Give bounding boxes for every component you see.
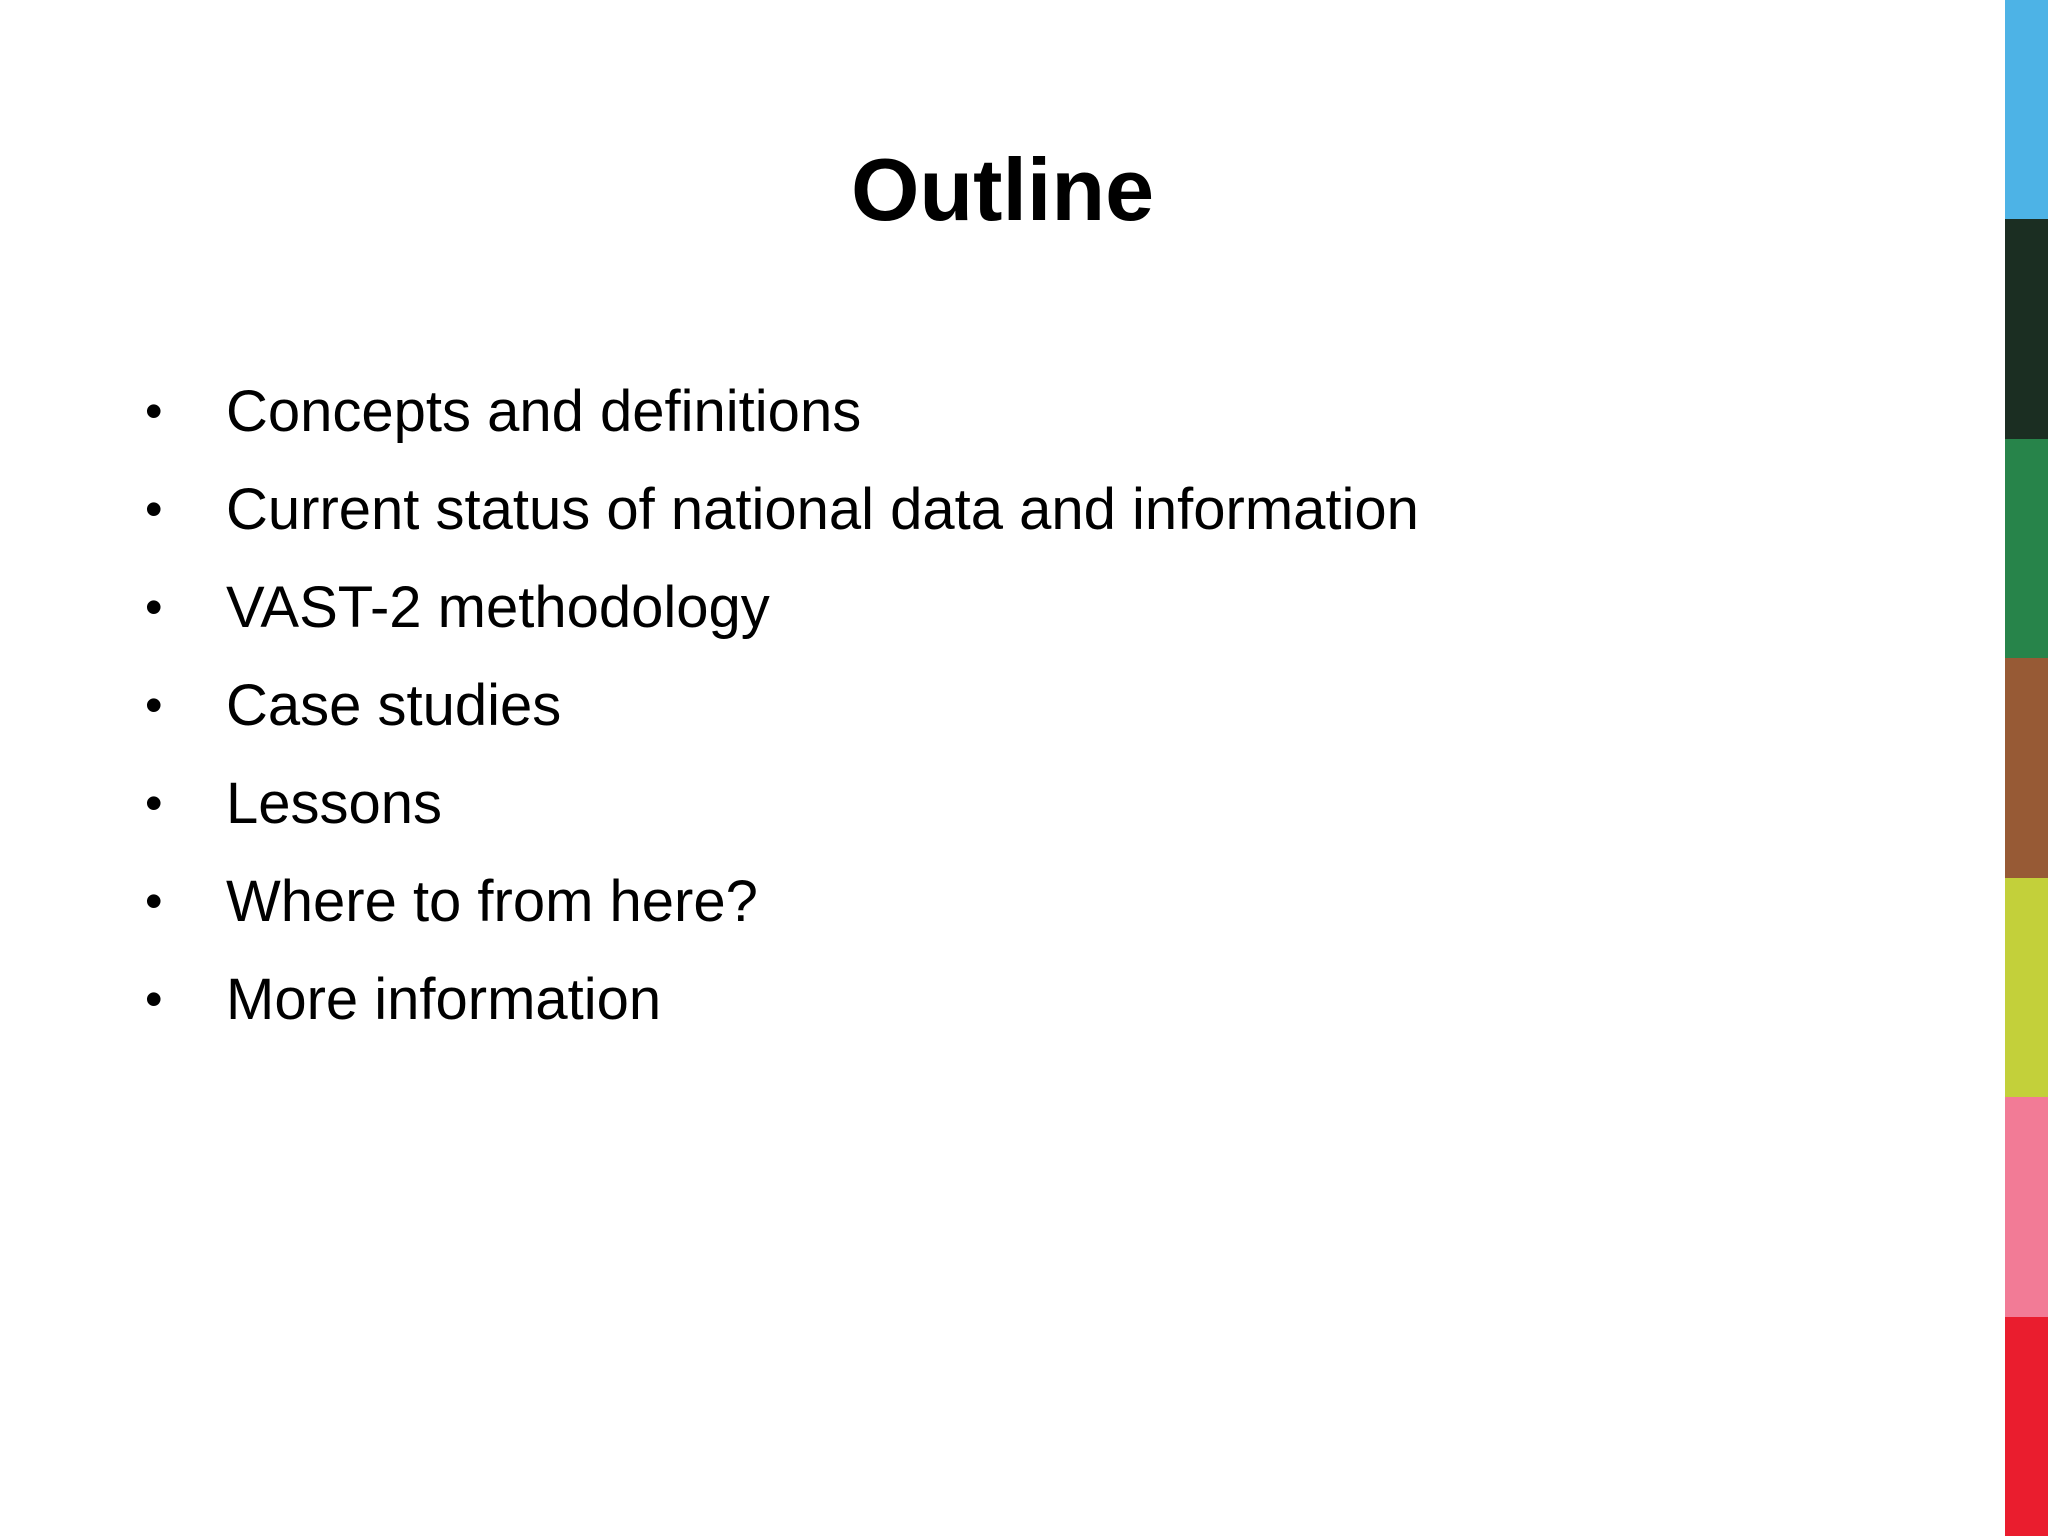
list-item (145, 950, 1419, 1048)
bullet-text: Concepts and definitions (226, 378, 862, 444)
color-stripe-segment (2005, 0, 2048, 219)
bullet-icon: • (145, 775, 163, 831)
bullet-text: Lessons (226, 770, 443, 836)
color-stripe-segment (2005, 878, 2048, 1097)
bullet-icon: • (145, 971, 163, 1027)
list-item (145, 362, 1419, 460)
bullet-text: VAST-2 methodology (226, 574, 770, 640)
bullet-text: Where to from here? (226, 868, 758, 934)
color-stripe-segment (2005, 1317, 2048, 1536)
list-item (145, 754, 1419, 852)
bullet-text: Current status of national data and information (226, 476, 1419, 542)
color-stripe-segment (2005, 1097, 2048, 1316)
color-stripe-bar (2005, 0, 2048, 1536)
bullet-text: Case studies (226, 672, 562, 738)
color-stripe-segment (2005, 439, 2048, 658)
list-item (145, 656, 1419, 754)
color-stripe-segment (2005, 219, 2048, 438)
color-stripe-segment (2005, 658, 2048, 877)
bullet-text: More information (226, 966, 662, 1032)
slide-title: Outline (850, 140, 1155, 239)
list-item (145, 558, 1419, 656)
bullet-icon: • (145, 481, 163, 537)
list-item (145, 460, 1419, 558)
bullet-list (145, 362, 1419, 1048)
bullet-icon: • (145, 873, 163, 929)
bullet-icon: • (145, 579, 163, 635)
bullet-icon: • (145, 677, 163, 733)
list-item (145, 852, 1419, 950)
bullet-icon: • (145, 383, 163, 439)
